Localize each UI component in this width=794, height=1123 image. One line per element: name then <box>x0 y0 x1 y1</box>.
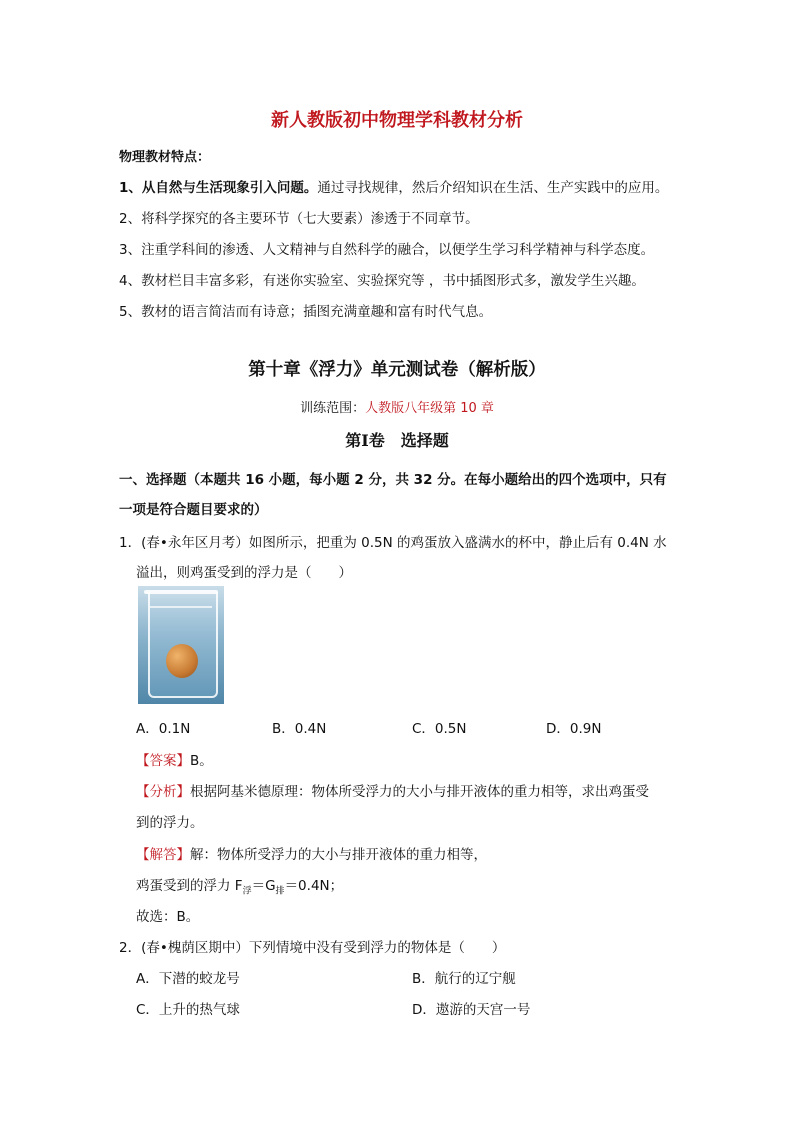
q1-option-c[interactable]: C．0.5N <box>412 721 467 737</box>
q1-solution-line-1 <box>136 843 487 863</box>
solution-formula-b: ＝G <box>251 878 276 894</box>
range-label: 训练范围： <box>300 401 366 416</box>
feature-item-5: 5、教材的语言简洁而有诗意；插图充满童趣和富有时代气息。 <box>119 304 493 320</box>
solution-tag: 【解答】 <box>136 847 190 863</box>
q1-choice: 故选：B。 <box>136 909 200 925</box>
analysis-tag: 【分析】 <box>136 784 190 800</box>
analysis-text: 根据阿基米德原理：物体所受浮力的大小与排开液体的重力相等，求出鸡蛋受 <box>190 784 649 800</box>
feature-item-4: 4、教材栏目丰富多彩，有迷你实验室、实验探究等 ，书中插图形式多，激发学生兴趣。 <box>119 273 645 289</box>
part-instruction-line-1: 一、选择题（本题共 16 小题，每小题 2 分，共 32 分。在每小题给出的四个选项中，只有 <box>119 472 667 488</box>
chapter-title: 第十章《浮力》单元测试卷（解析版） <box>248 360 546 380</box>
water-line <box>150 606 212 608</box>
subscript-buoyancy: 浮 <box>242 886 252 897</box>
solution-formula-a: 鸡蛋受到的浮力 F <box>136 878 243 894</box>
q1-analysis-line-1 <box>136 780 649 800</box>
document-title: 新人教版初中物理学科教材分析 <box>271 110 523 131</box>
range-value: 人教版八年级第 10 章 <box>365 401 494 416</box>
q1-stem-line-2: 溢出，则鸡蛋受到的浮力是（ ） <box>136 565 352 581</box>
section-title: 第Ⅰ卷 选择题 <box>345 431 449 450</box>
q1-answer <box>136 749 213 769</box>
features-heading: 物理教材特点： <box>119 150 211 165</box>
feature-item-1 <box>119 176 668 196</box>
q2-option-c[interactable]: C．上升的热气球 <box>136 1002 240 1018</box>
q2-option-b[interactable]: B．航行的辽宁舰 <box>412 971 516 987</box>
training-range <box>0 397 794 416</box>
q2-stem: 2．(春•槐荫区期中）下列情境中没有受到浮力的物体是（ ） <box>119 940 506 956</box>
q1-stem-line-1: 1．(春•永年区月考）如图所示，把重为 0.5N 的鸡蛋放入盛满水的杯中，静止后有 0.4N 水 <box>119 535 667 551</box>
q2-option-a[interactable]: A．下潜的蛟龙号 <box>136 971 240 987</box>
q1-option-b[interactable]: B．0.4N <box>272 721 327 737</box>
q1-solution-line-2 <box>136 874 343 897</box>
solution-text: 解：物体所受浮力的大小与排开液体的重力相等， <box>190 847 487 863</box>
solution-formula-c: ＝0.4N； <box>284 878 344 894</box>
answer-text: B。 <box>190 753 213 769</box>
part-instruction-line-2: 一项是符合题目要求的） <box>119 502 268 518</box>
q1-option-a[interactable]: A．0.1N <box>136 721 191 737</box>
q1-analysis-line-2: 到的浮力。 <box>136 815 204 831</box>
egg-in-beaker-image <box>138 586 224 704</box>
answer-tag: 【答案】 <box>136 753 190 769</box>
q2-option-d[interactable]: D．遨游的天宫一号 <box>412 1002 531 1018</box>
q1-option-d[interactable]: D．0.9N <box>546 721 602 737</box>
subscript-displaced: 排 <box>275 886 285 897</box>
feature-item-3: 3、注重学科间的渗透、人文精神与自然科学的融合，以便学生学习科学精神与科学态度。 <box>119 242 655 258</box>
egg <box>166 644 198 678</box>
feature-item-2: 2、将科学探究的各主要环节（七大要素）渗透于不同章节。 <box>119 211 479 227</box>
feature-item-1-bold: 1、从自然与生活现象引入问题。 <box>119 180 318 196</box>
feature-item-1-text: 通过寻找规律，然后介绍知识在生活、生产实践中的应用。 <box>317 180 669 196</box>
